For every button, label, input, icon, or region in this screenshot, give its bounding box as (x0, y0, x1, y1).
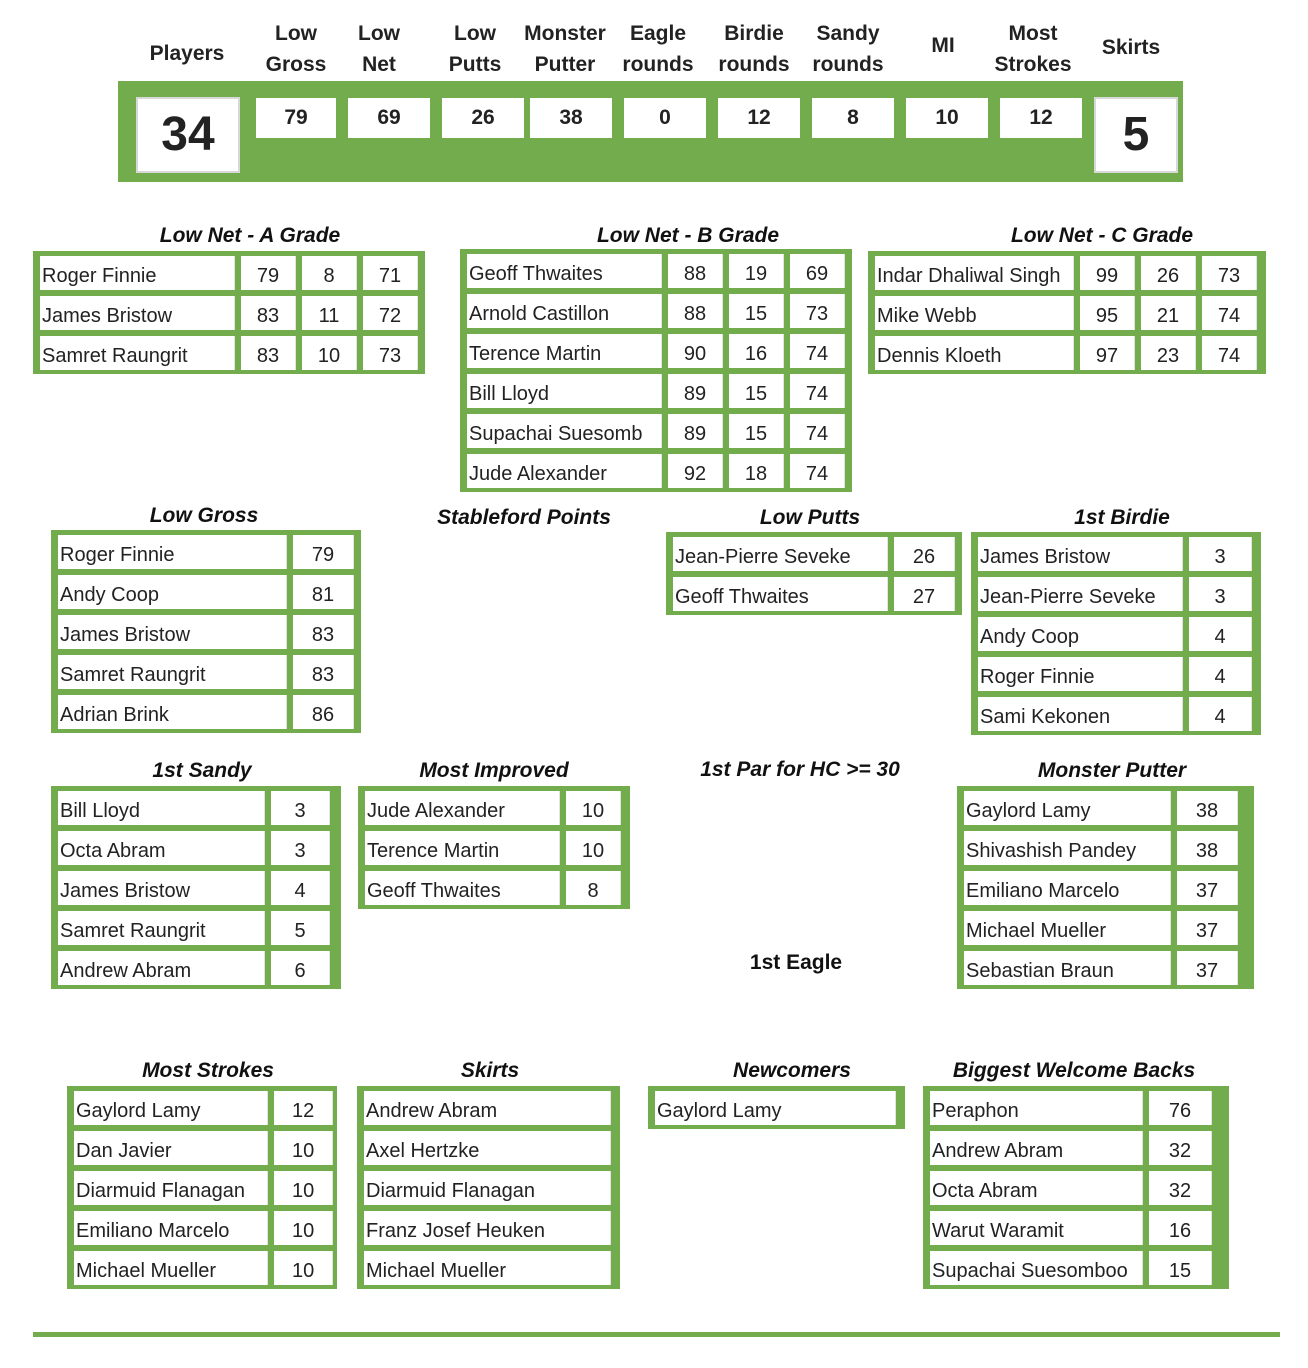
player-name-cell: Terence Martin (365, 831, 560, 865)
table-row (58, 791, 337, 825)
table-row (978, 657, 1257, 691)
table-row (964, 911, 1250, 945)
header-birdie-rounds (706, 18, 802, 80)
score-cell: 74 (1202, 296, 1257, 330)
player-name-cell: Geoff Thwaites (467, 254, 662, 288)
monster-putter-table (957, 786, 1254, 989)
header-sandy-rounds (800, 18, 896, 80)
score-cell: 83 (241, 336, 296, 370)
table-row (964, 951, 1250, 985)
score-cell: 8 (302, 256, 357, 290)
monster-putter-title: Monster Putter (1037, 759, 1187, 782)
table-row (964, 791, 1250, 825)
player-name-cell: Roger Finnie (978, 657, 1183, 691)
skirts-table (357, 1086, 620, 1289)
score-cell: 73 (363, 336, 418, 370)
table-row (930, 1171, 1225, 1205)
header-low-putts (430, 18, 520, 80)
score-cell: 72 (363, 296, 418, 330)
header-players (128, 38, 246, 69)
summary-sandy-rounds: 8 (812, 98, 894, 138)
table-row (364, 1091, 616, 1125)
score-cell: 86 (293, 695, 354, 729)
table-row (74, 1251, 333, 1285)
header-mi (900, 30, 986, 61)
table-row (978, 697, 1257, 731)
header-eagle-rounds (612, 18, 704, 80)
score-cell: 81 (293, 575, 354, 609)
player-name-cell: Diarmuid Flanagan (364, 1171, 611, 1205)
player-name-cell: Michael Mueller (74, 1251, 268, 1285)
player-name-cell: Bill Lloyd (58, 791, 265, 825)
player-name-cell: Jean-Pierre Seveke (673, 537, 888, 571)
table-row (74, 1091, 333, 1125)
header-line: Most (1008, 22, 1058, 45)
most-improved-title: Most Improved (419, 759, 569, 782)
score-cell: 69 (790, 254, 845, 288)
score-cell: 95 (1080, 296, 1135, 330)
score-cell: 10 (274, 1131, 333, 1165)
first-eagle-title: 1st Eagle (749, 951, 843, 974)
most-strokes-title: Most Strokes (142, 1059, 274, 1082)
table-row (467, 254, 848, 288)
header-players-label: Players (149, 42, 225, 65)
score-cell: 88 (668, 254, 723, 288)
low-net-a-title: Low Net - A Grade (159, 224, 341, 247)
header-low-net (335, 18, 423, 80)
score-cell: 37 (1177, 871, 1238, 905)
score-cell: 38 (1177, 791, 1238, 825)
score-cell: 37 (1177, 951, 1238, 985)
player-name-cell: Roger Finnie (58, 535, 287, 569)
score-cell: 99 (1080, 256, 1135, 290)
score-cell: 6 (271, 951, 330, 985)
player-name-cell: James Bristow (58, 871, 265, 905)
players-count: 34 (136, 97, 240, 173)
score-cell: 73 (790, 294, 845, 328)
score-cell: 88 (668, 294, 723, 328)
table-row (58, 615, 357, 649)
score-cell: 89 (668, 374, 723, 408)
header-line: Low (275, 22, 317, 45)
table-row (655, 1091, 901, 1125)
score-cell: 38 (1177, 831, 1238, 865)
player-name-cell: Sami Kekonen (978, 697, 1183, 731)
summary-monster-putter: 38 (530, 98, 612, 138)
score-cell: 97 (1080, 336, 1135, 370)
player-name-cell: Arnold Castillon (467, 294, 662, 328)
score-cell: 73 (1202, 256, 1257, 290)
table-row (364, 1251, 616, 1285)
header-line: MI (931, 34, 955, 57)
table-row (365, 791, 626, 825)
low-net-b-table (460, 249, 852, 492)
player-name-cell: Geoff Thwaites (365, 871, 560, 905)
table-row (964, 831, 1250, 865)
score-cell: 10 (274, 1171, 333, 1205)
welcome-backs-title: Biggest Welcome Backs (952, 1059, 1196, 1082)
player-name-cell: James Bristow (40, 296, 235, 330)
score-cell: 10 (566, 791, 621, 825)
player-name-cell: Gaylord Lamy (74, 1091, 268, 1125)
score-cell: 5 (271, 911, 330, 945)
table-row (875, 256, 1262, 290)
low-net-c-title: Low Net - C Grade (1010, 224, 1194, 247)
header-line: Net (362, 53, 396, 76)
score-cell: 18 (729, 454, 784, 488)
score-cell: 10 (302, 336, 357, 370)
score-cell: 4 (271, 871, 330, 905)
most-improved-table (358, 786, 630, 909)
table-row (364, 1211, 616, 1245)
player-name-cell: Gaylord Lamy (655, 1091, 896, 1125)
first-par-title: 1st Par for HC >= 30 (700, 758, 900, 781)
player-name-cell: Indar Dhaliwal Singh (875, 256, 1074, 290)
welcome-backs-table (923, 1086, 1229, 1289)
player-name-cell: Adrian Brink (58, 695, 287, 729)
score-cell: 27 (894, 577, 955, 611)
score-cell: 16 (1149, 1211, 1212, 1245)
low-net-c-table (868, 251, 1266, 374)
score-cell: 3 (1189, 577, 1252, 611)
score-cell: 32 (1149, 1131, 1212, 1165)
table-row (875, 336, 1262, 370)
player-name-cell: Emiliano Marcelo (74, 1211, 268, 1245)
table-row (74, 1131, 333, 1165)
score-cell: 76 (1149, 1091, 1212, 1125)
score-cell: 11 (302, 296, 357, 330)
score-cell: 74 (790, 374, 845, 408)
score-cell: 15 (729, 294, 784, 328)
score-cell: 15 (1149, 1251, 1212, 1285)
score-cell: 4 (1189, 657, 1252, 691)
score-cell: 74 (790, 454, 845, 488)
player-name-cell: Andy Coop (978, 617, 1183, 651)
first-sandy-table (51, 786, 341, 989)
score-cell: 3 (271, 831, 330, 865)
skirts-title: Skirts (460, 1059, 520, 1082)
header-monster-putter (513, 18, 617, 80)
header-line: Low (454, 22, 496, 45)
most-strokes-table (67, 1086, 337, 1289)
summary-eagle-rounds: 0 (624, 98, 706, 138)
score-cell: 4 (1189, 617, 1252, 651)
player-name-cell: Bill Lloyd (467, 374, 662, 408)
header-line: Low (358, 22, 400, 45)
score-cell: 90 (668, 334, 723, 368)
table-row (365, 831, 626, 865)
table-row (467, 294, 848, 328)
table-row (467, 454, 848, 488)
score-cell: 26 (1141, 256, 1196, 290)
header-line: Sandy (816, 22, 880, 45)
table-row (364, 1171, 616, 1205)
score-cell: 8 (566, 871, 621, 905)
player-name-cell: Octa Abram (58, 831, 265, 865)
player-name-cell: Franz Josef Heuken (364, 1211, 611, 1245)
player-name-cell: James Bristow (58, 615, 287, 649)
header-line: Birdie (724, 22, 784, 45)
table-row (978, 537, 1257, 571)
player-name-cell: Diarmuid Flanagan (74, 1171, 268, 1205)
score-cell: 83 (293, 615, 354, 649)
score-cell: 71 (363, 256, 418, 290)
player-name-cell: Geoff Thwaites (673, 577, 888, 611)
score-cell: 74 (790, 414, 845, 448)
player-name-cell: Samret Raungrit (58, 911, 265, 945)
score-cell: 4 (1189, 697, 1252, 731)
header-most-strokes (985, 18, 1081, 80)
score-cell: 74 (790, 334, 845, 368)
score-cell: 10 (274, 1251, 333, 1285)
header-line: Skirts (1101, 36, 1161, 59)
table-row (978, 577, 1257, 611)
player-name-cell: Andrew Abram (930, 1131, 1143, 1165)
table-row (365, 871, 626, 905)
header-line: rounds (812, 53, 884, 76)
header-line: Strokes (994, 53, 1072, 76)
newcomers-title: Newcomers (733, 1059, 851, 1082)
low-net-b-title: Low Net - B Grade (596, 224, 780, 247)
player-name-cell: Samret Raungrit (40, 336, 235, 370)
score-cell: 3 (271, 791, 330, 825)
first-sandy-title: 1st Sandy (152, 759, 252, 782)
player-name-cell: Shivashish Pandey (964, 831, 1171, 865)
score-cell: 23 (1141, 336, 1196, 370)
stableford-title: Stableford Points (437, 506, 611, 529)
player-name-cell: Terence Martin (467, 334, 662, 368)
table-row (467, 334, 848, 368)
header-low-gross (250, 18, 342, 80)
table-row (58, 655, 357, 689)
summary-low-net: 69 (348, 98, 430, 138)
header-line: rounds (622, 53, 694, 76)
low-gross-table (51, 530, 361, 733)
table-row (74, 1171, 333, 1205)
table-row (40, 336, 421, 370)
table-row (58, 575, 357, 609)
table-row (930, 1251, 1225, 1285)
player-name-cell: Michael Mueller (364, 1251, 611, 1285)
score-cell: 92 (668, 454, 723, 488)
header-line: Putter (534, 53, 596, 76)
score-cell: 79 (293, 535, 354, 569)
score-cell: 89 (668, 414, 723, 448)
table-row (964, 871, 1250, 905)
table-row (58, 911, 337, 945)
player-name-cell: Warut Waramit (930, 1211, 1143, 1245)
player-name-cell: Jude Alexander (467, 454, 662, 488)
table-row (673, 577, 958, 611)
player-name-cell: Gaylord Lamy (964, 791, 1171, 825)
player-name-cell: Samret Raungrit (58, 655, 287, 689)
table-row (58, 535, 357, 569)
low-putts-table (666, 532, 962, 615)
score-cell: 21 (1141, 296, 1196, 330)
summary-most-strokes: 12 (1000, 98, 1082, 138)
table-row (930, 1211, 1225, 1245)
header-line: Eagle (629, 22, 687, 45)
score-cell: 15 (729, 414, 784, 448)
player-name-cell: Michael Mueller (964, 911, 1171, 945)
low-gross-title: Low Gross (149, 504, 259, 527)
header-line: Gross (265, 53, 327, 76)
table-row (40, 296, 421, 330)
score-cell: 26 (894, 537, 955, 571)
player-name-cell: Axel Hertzke (364, 1131, 611, 1165)
table-row (364, 1131, 616, 1165)
header-skirts (1088, 32, 1174, 63)
first-birdie-title: 1st Birdie (1074, 506, 1170, 529)
table-row (930, 1131, 1225, 1165)
summary-mi: 10 (906, 98, 988, 138)
table-row (673, 537, 958, 571)
score-cell: 15 (729, 374, 784, 408)
score-cell: 79 (241, 256, 296, 290)
header-line: rounds (718, 53, 790, 76)
summary-birdie-rounds: 12 (718, 98, 800, 138)
score-cell: 10 (274, 1211, 333, 1245)
table-row (58, 951, 337, 985)
player-name-cell: Jean-Pierre Seveke (978, 577, 1183, 611)
table-row (58, 871, 337, 905)
table-row (467, 374, 848, 408)
score-cell: 83 (241, 296, 296, 330)
player-name-cell: Peraphon (930, 1091, 1143, 1125)
score-cell: 3 (1189, 537, 1252, 571)
score-cell: 37 (1177, 911, 1238, 945)
score-cell: 12 (274, 1091, 333, 1125)
low-putts-title: Low Putts (759, 506, 861, 529)
player-name-cell: Mike Webb (875, 296, 1074, 330)
table-row (74, 1211, 333, 1245)
score-cell: 10 (566, 831, 621, 865)
player-name-cell: Emiliano Marcelo (964, 871, 1171, 905)
player-name-cell: Dan Javier (74, 1131, 268, 1165)
player-name-cell: Supachai Suesomb (467, 414, 662, 448)
table-row (930, 1091, 1225, 1125)
player-name-cell: Andy Coop (58, 575, 287, 609)
player-name-cell: Supachai Suesomboo (930, 1251, 1143, 1285)
newcomers-table (648, 1086, 905, 1129)
player-name-cell: Roger Finnie (40, 256, 235, 290)
low-net-a-table (33, 251, 425, 374)
table-row (467, 414, 848, 448)
score-cell: 74 (1202, 336, 1257, 370)
table-row (978, 617, 1257, 651)
score-cell: 16 (729, 334, 784, 368)
table-row (875, 296, 1262, 330)
player-name-cell: Octa Abram (930, 1171, 1143, 1205)
player-name-cell: Sebastian Braun (964, 951, 1171, 985)
table-row (58, 831, 337, 865)
player-name-cell: Andrew Abram (364, 1091, 611, 1125)
score-cell: 32 (1149, 1171, 1212, 1205)
summary-low-putts: 26 (442, 98, 524, 138)
player-name-cell: James Bristow (978, 537, 1183, 571)
table-row (40, 256, 421, 290)
summary-low-gross: 79 (256, 98, 336, 138)
score-cell: 83 (293, 655, 354, 689)
header-line: Putts (448, 53, 502, 76)
score-cell: 19 (729, 254, 784, 288)
skirts-count: 5 (1094, 97, 1178, 173)
player-name-cell: Andrew Abram (58, 951, 265, 985)
table-row (58, 695, 357, 729)
footer-rule (33, 1332, 1280, 1337)
player-name-cell: Jude Alexander (365, 791, 560, 825)
player-name-cell: Dennis Kloeth (875, 336, 1074, 370)
header-line: Monster (524, 22, 606, 45)
first-birdie-table (971, 532, 1261, 735)
